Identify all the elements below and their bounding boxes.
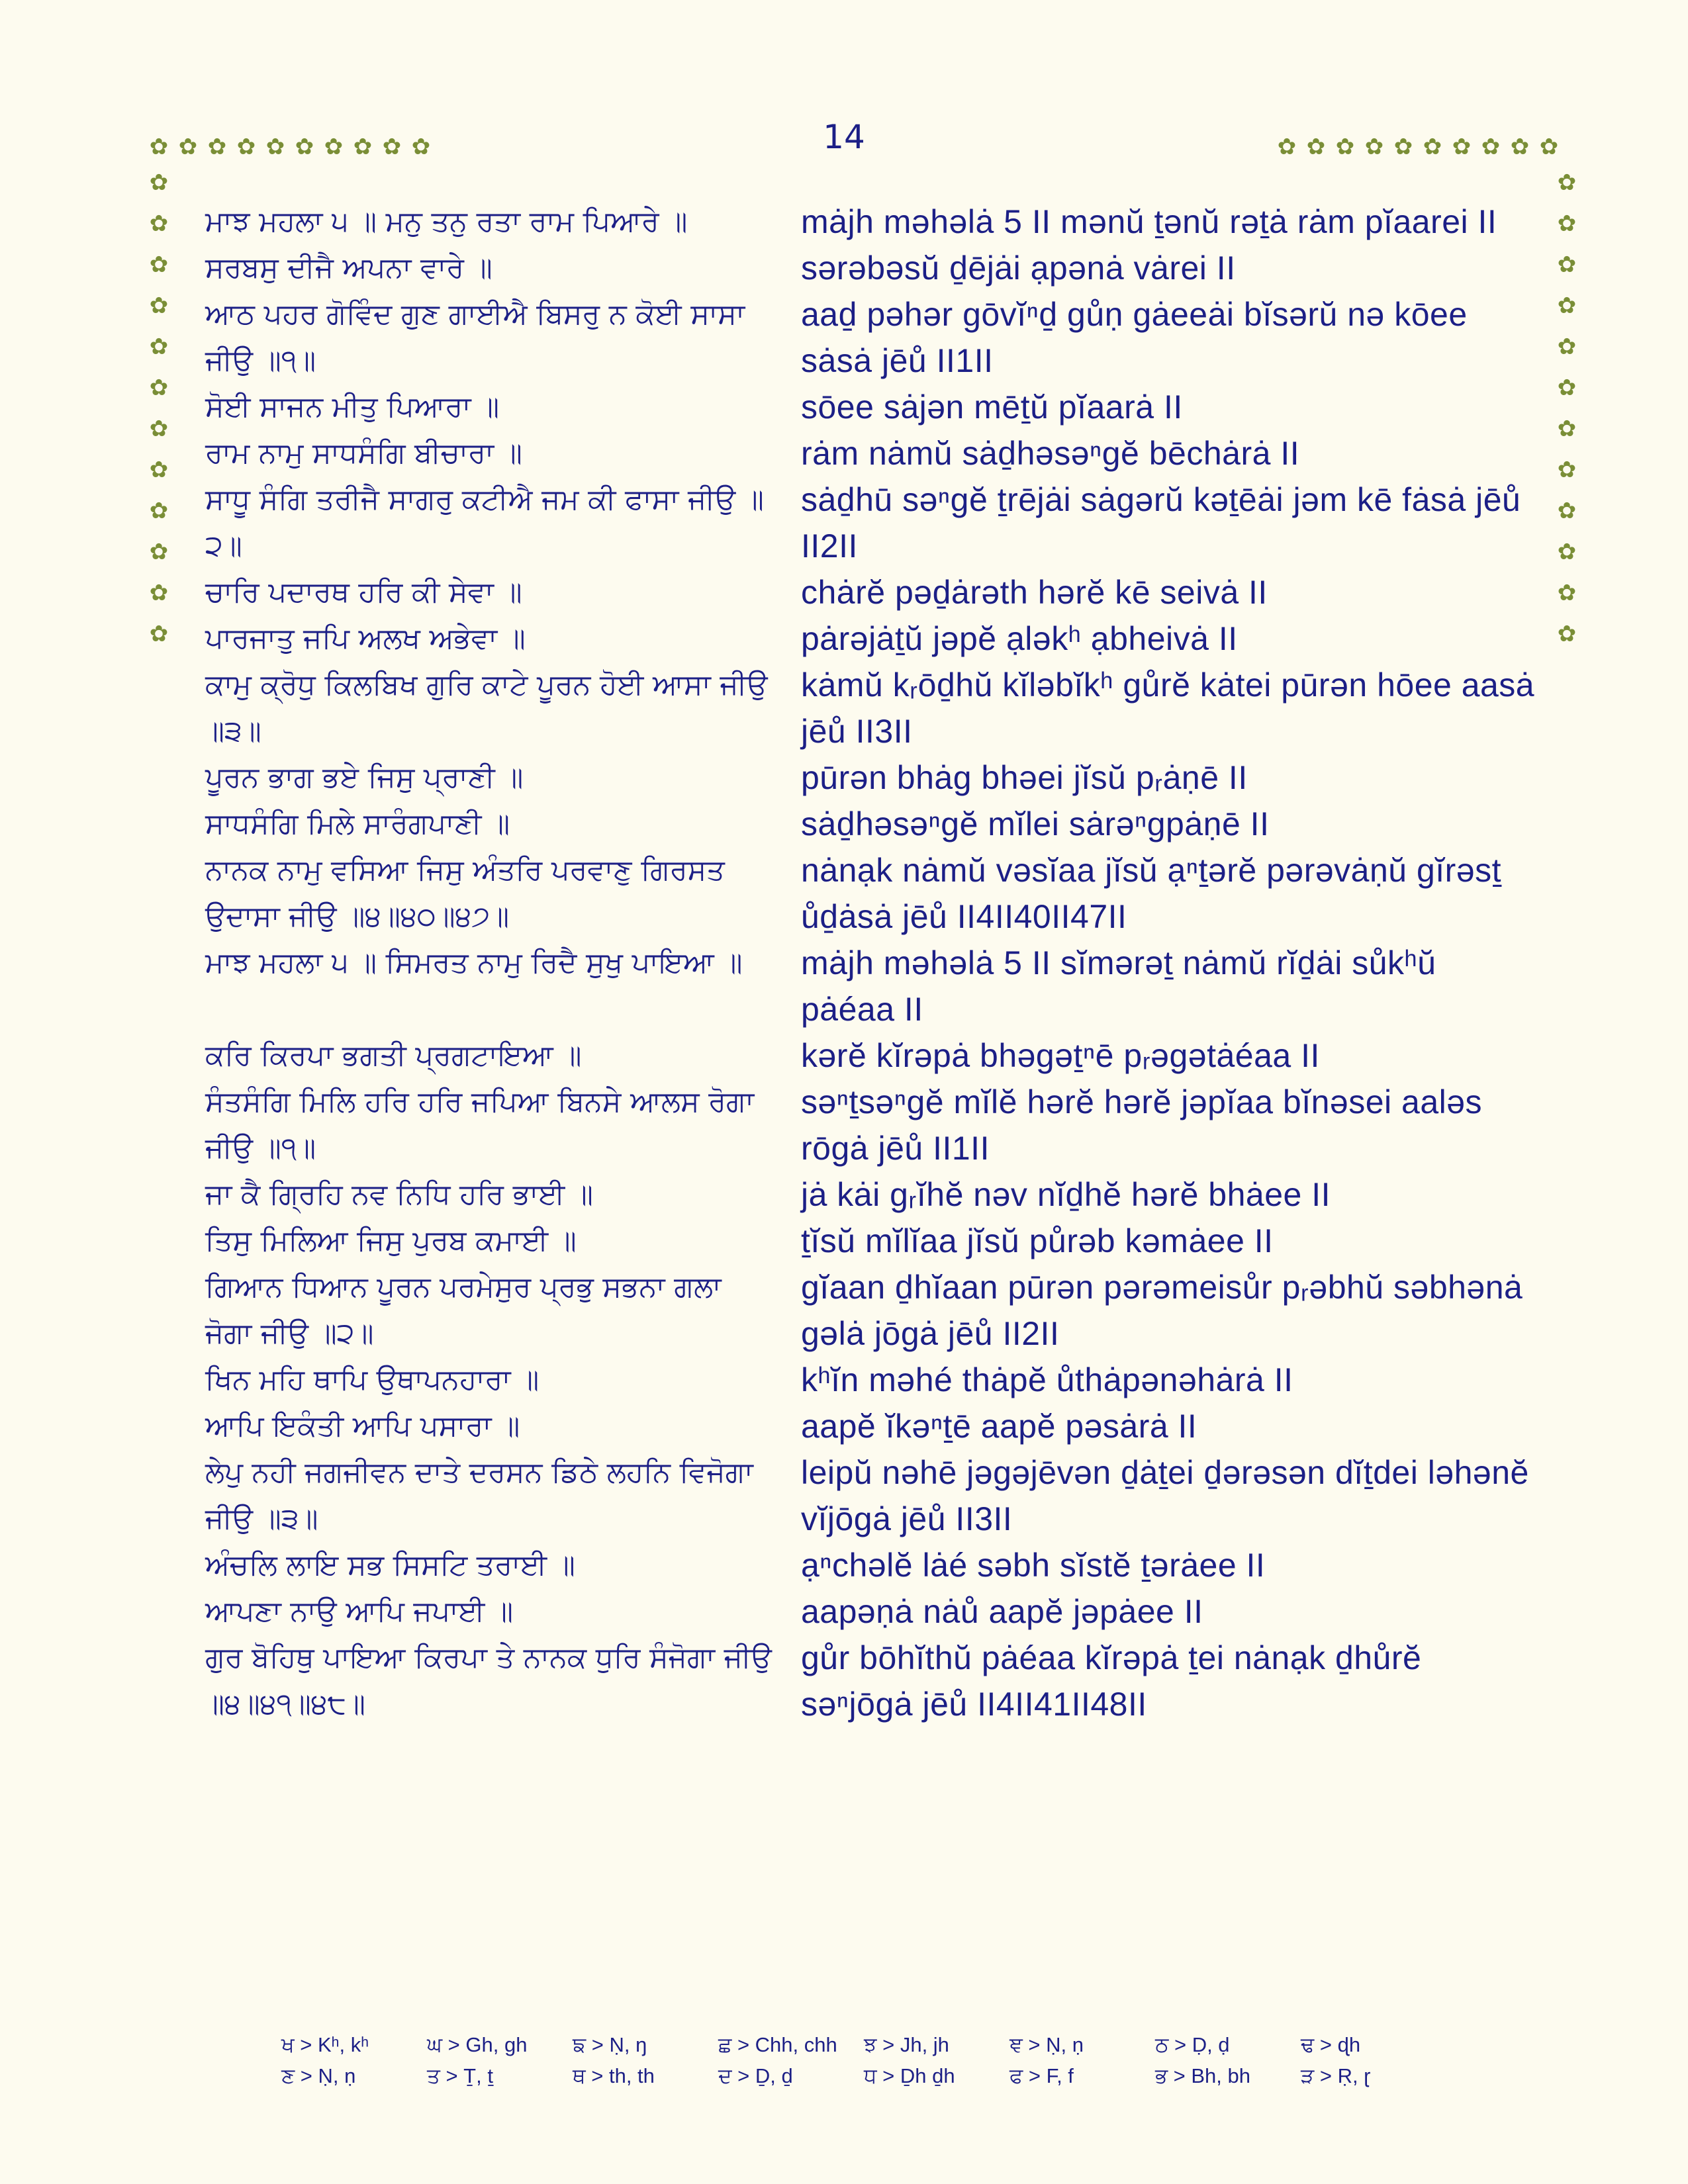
legend-item: ਧ > Ḏh ḏh <box>864 2064 955 2087</box>
transliteration-line: gĭaan ḏhĭaan pūrən pərəmeisůr pᵣəbhŭ səbhənȧ gəlȧ jōgȧ jēů II2II <box>801 1269 1523 1352</box>
transliteration-line: chȧrĕ pəḏȧrəth hərĕ kē seivȧ II <box>801 574 1268 611</box>
flower-ornament-icon: ✿ <box>149 134 169 160</box>
flower-ornament-icon: ✿ <box>1306 134 1326 160</box>
transliteration-line: rȧm nȧmŭ sȧḏhəsəⁿgĕ bēchȧrȧ II <box>801 435 1300 472</box>
top-left-ornament-border <box>144 132 436 161</box>
transliteration-line: mȧjh məhəlȧ 5 II sĭmərəṯ nȧmŭ rĭḏȧi sůkʰŭ pȧéaa II <box>801 944 1436 1028</box>
verse-row <box>205 1403 1536 1449</box>
flower-ornament-icon: ✿ <box>149 293 169 319</box>
flower-ornament-icon: ✿ <box>149 251 169 278</box>
flower-ornament-icon: ✿ <box>1557 375 1577 401</box>
gurmukhi-line: ਪੂਰਨ ਭਾਗ ਭਏ ਜਿਸੁ ਪ੍ਰਾਣੀ ॥ <box>205 761 524 794</box>
flower-ornament-icon: ✿ <box>1557 498 1577 524</box>
gurmukhi-line: ਤਿਸੁ ਮਿਲਿਆ ਜਿਸੁ ਪੁਰਬ ਕਮਾਈ ॥ <box>205 1224 577 1257</box>
gurmukhi-line: ਸਰਬਸੁ ਦੀਜੈ ਅਪਨਾ ਵਾਰੇ ॥ <box>205 251 492 285</box>
transliteration-legend <box>281 2033 1446 2089</box>
gurmukhi-line: ਮਾਝ ਮਹਲਾ ੫ ॥ ਮਨੁ ਤਨੁ ਰਤਾ ਰਾਮ ਪਿਆਰੇ ॥ <box>205 205 688 238</box>
legend-item: ਣ > Ṇ, ṇ <box>281 2064 356 2087</box>
gurmukhi-line: ਖਿਨ ਮਹਿ ਥਾਪਿ ਉਥਾਪਨਹਾਰਾ ॥ <box>205 1363 539 1396</box>
flower-ornament-icon: ✿ <box>149 457 169 483</box>
flower-ornament-icon: ✿ <box>207 134 227 160</box>
verse-row <box>205 1588 1536 1635</box>
legend-item: ਖ > Kʰ, kʰ <box>281 2033 369 2056</box>
transliteration-line: nȧnạk nȧmŭ vəsĭaa jĭsŭ ạⁿṯərĕ pərəvȧṇŭ gĭrəsṯ ůḏȧsȧ jēů II4II40II47II <box>801 852 1502 935</box>
transliteration-line: kərĕ kĭrəpȧ bhəgəṯⁿē pᵣəgətȧéaa II <box>801 1037 1320 1074</box>
flower-ornament-icon: ✿ <box>1277 134 1297 160</box>
legend-item: ਝ > Jh, jh <box>864 2033 949 2056</box>
legend-item: ਭ > Bh, bh <box>1155 2064 1250 2087</box>
legend-item: ਘ > Gh, gh <box>427 2033 528 2056</box>
gurmukhi-line: ਚਾਰਿ ਪਦਾਰਥ ਹਰਿ ਕੀ ਸੇਵਾ ॥ <box>205 576 522 609</box>
verse-row <box>205 940 1536 1032</box>
transliteration-line: pȧrəjȧṯŭ jəpĕ ạləkʰ ạbheivȧ II <box>801 620 1238 657</box>
flower-ornament-icon: ✿ <box>149 334 169 360</box>
legend-item: ਞ > Ṇ, ṇ <box>1009 2033 1084 2056</box>
flower-ornament-icon: ✿ <box>149 210 169 237</box>
transliteration-line: sȧḏhəsəⁿgĕ mĭlei sȧrəⁿgpȧṇē II <box>801 805 1270 842</box>
transliteration-line: leipŭ nəhē jəgəjēvən ḏȧṯei ḏərəsən dĭṯdei ləhənĕ vĭjōgȧ jēů II3II <box>801 1454 1529 1537</box>
flower-ornament-icon: ✿ <box>1557 334 1577 360</box>
legend-item: ਢ > ɖh <box>1301 2033 1361 2056</box>
flower-ornament-icon: ✿ <box>1557 251 1577 278</box>
verse-row <box>205 1449 1536 1542</box>
flower-ornament-icon: ✿ <box>324 134 344 160</box>
legend-item: ਦ > Ḏ, ḏ <box>718 2064 793 2087</box>
gurmukhi-line: ਨਾਨਕ ਨਾਮੁ ਵਸਿਆ ਜਿਸੁ ਅੰਤਰਿ ਪਰਵਾਣੁ ਗਿਰਸਤ ਉਦਾਸਾ ਜੀਉ ॥੪॥੪੦॥੪੭॥ <box>205 854 725 933</box>
verse-row <box>205 1171 1536 1218</box>
verse-row <box>205 430 1536 477</box>
verse-row <box>205 1079 1536 1171</box>
legend-item: ੜ > Ṛ, ɽ <box>1301 2064 1371 2087</box>
transliteration-line: səⁿṯsəⁿgĕ mĭlĕ hərĕ hərĕ jəpĭaa bĭnəsei aaləs rōgȧ jēů II1II <box>801 1083 1483 1167</box>
flower-ornament-icon: ✿ <box>295 134 314 160</box>
legend-item: ਤ > Ṯ, ṯ <box>427 2064 493 2087</box>
gurmukhi-line: ਆਪਿ ਇਕੰਤੀ ਆਪਿ ਪਸਾਰਾ ॥ <box>205 1410 520 1443</box>
transliteration-line: sərəbəsŭ ḏējȧi ạpənȧ vȧrei II <box>801 250 1236 287</box>
page-number: 14 <box>823 118 865 156</box>
gurmukhi-line: ਕਰਿ ਕਿਰਪਾ ਭਗਤੀ ਪ੍ਰਗਟਾਇਆ ॥ <box>205 1039 582 1072</box>
flower-ornament-icon: ✿ <box>149 580 169 606</box>
transliteration-line: kȧmŭ kᵣōḏhŭ kĭləbĭkʰ gůrĕ kȧtei pūrən hōee aasȧ jēů II3II <box>801 666 1535 750</box>
transliteration-line: gůr bōhĭthŭ pȧéaa kĭrəpȧ ṯei nȧnạk ḏhůrĕ səⁿjōgȧ jēů II4II41II48II <box>801 1639 1422 1723</box>
verse-row <box>205 801 1536 847</box>
gurmukhi-line: ਸੰਤਸੰਗਿ ਮਿਲਿ ਹਰਿ ਹਰਿ ਜਪਿਆ ਬਿਨਸੇ ਆਲਸ ਰੋਗਾ ਜੀਉ ॥੧॥ <box>205 1085 755 1165</box>
legend-item: ਛ > Chh, chh <box>718 2033 837 2056</box>
flower-ornament-icon: ✿ <box>1557 539 1577 565</box>
flower-ornament-icon: ✿ <box>1557 580 1577 606</box>
verse-row <box>205 245 1536 291</box>
gurmukhi-line: ਮਾਝ ਮਹਲਾ ੫ ॥ ਸਿਮਰਤ ਨਾਮੁ ਰਿਦੈ ਸੁਖੁ ਪਾਇਆ ॥ <box>205 946 743 979</box>
verse-row <box>205 1264 1536 1357</box>
flower-ornament-icon: ✿ <box>149 498 169 524</box>
flower-ornament-icon: ✿ <box>178 134 198 160</box>
verse-row <box>205 1357 1536 1403</box>
verse-row <box>205 662 1536 754</box>
flower-ornament-icon: ✿ <box>1481 134 1501 160</box>
transliteration-line: aapəṇȧ nȧů aapĕ jəpȧee II <box>801 1593 1203 1630</box>
flower-ornament-icon: ✿ <box>149 539 169 565</box>
legend-item: ਠ > Ḍ, ḍ <box>1155 2033 1230 2056</box>
flower-ornament-icon: ✿ <box>1510 134 1530 160</box>
flower-ornament-icon: ✿ <box>1452 134 1472 160</box>
transliteration-line: aaḏ pəhər gōvĭⁿḏ gůṇ gȧeeȧi bĭsərŭ nə kōee sȧsȧ jēů II1II <box>801 296 1468 379</box>
gurmukhi-line: ਗੁਰ ਬੋਹਿਥੁ ਪਾਇਆ ਕਿਰਪਾ ਤੇ ਨਾਨਕ ਧੁਰਿ ਸੰਜੋਗਾ ਜੀਉ ॥੪॥੪੧॥੪੮॥ <box>205 1641 772 1721</box>
flower-ornament-icon: ✿ <box>149 621 169 647</box>
flower-ornament-icon: ✿ <box>1539 134 1559 160</box>
left-ornament-border <box>144 162 173 655</box>
flower-ornament-icon: ✿ <box>149 416 169 442</box>
flower-ornament-icon: ✿ <box>411 134 431 160</box>
gurmukhi-line: ਆਪਣਾ ਨਾਉ ਆਪਿ ਜਪਾਈ ॥ <box>205 1595 514 1628</box>
flower-ornament-icon: ✿ <box>265 134 285 160</box>
verse-row <box>205 477 1536 569</box>
verse-row <box>205 569 1536 615</box>
flower-ornament-icon: ✿ <box>353 134 373 160</box>
verse-row <box>205 847 1536 940</box>
legend-item: ਫ > F, f <box>1009 2064 1074 2087</box>
flower-ornament-icon: ✿ <box>1557 621 1577 647</box>
flower-ornament-icon: ✿ <box>149 169 169 196</box>
flower-ornament-icon: ✿ <box>1557 169 1577 196</box>
gurmukhi-line: ਲੇਪੁ ਨਹੀ ਜਗਜੀਵਨ ਦਾਤੇ ਦਰਸਨ ਡਿਠੇ ਲਹਨਿ ਵਿਜੋਗਾ ਜੀਉ ॥੩॥ <box>205 1456 753 1535</box>
gurmukhi-line: ਸੋਈ ਸਾਜਨ ਮੀਤੁ ਪਿਆਰਾ ॥ <box>205 390 500 424</box>
flower-ornament-icon: ✿ <box>1557 416 1577 442</box>
gurmukhi-line: ਸਾਧਸੰਗਿ ਮਿਲੇ ਸਾਰੰਗਪਾਣੀ ॥ <box>205 807 510 841</box>
gurmukhi-line: ਰਾਮ ਨਾਮੁ ਸਾਧਸੰਗਿ ਬੀਚਾਰਾ ॥ <box>205 437 522 470</box>
transliteration-line: aapĕ ĭkəⁿṯē aapĕ pəsȧrȧ II <box>801 1408 1197 1445</box>
transliteration-line: kʰĭn məhé thȧpĕ ůthȧpənəhȧrȧ II <box>801 1361 1293 1398</box>
transliteration-line: pūrən bhȧg bhəei jĭsŭ pᵣȧṇē II <box>801 759 1248 796</box>
verse-row <box>205 1032 1536 1079</box>
verse-row <box>205 199 1536 245</box>
transliteration-line: jȧ kȧi gᵣĭhĕ nəv nĭḏhĕ hərĕ bhȧee II <box>801 1176 1331 1213</box>
gurmukhi-line: ਗਿਆਨ ਧਿਆਨ ਪੂਰਨ ਪਰਮੇਸੁਰ ਪ੍ਰਭੁ ਸਭਨਾ ਗਲਾ ਜੋਗਾ ਜੀਉ ॥੨॥ <box>205 1271 722 1350</box>
verse-row <box>205 1542 1536 1588</box>
transliteration-line: ạⁿchəlĕ lȧé səbh sĭstĕ ṯərȧee II <box>801 1547 1266 1584</box>
flower-ornament-icon: ✿ <box>1335 134 1355 160</box>
flower-ornament-icon: ✿ <box>149 375 169 401</box>
flower-ornament-icon: ✿ <box>1393 134 1413 160</box>
transliteration-line: sōee sȧjən mēṯŭ pĭaarȧ II <box>801 388 1183 426</box>
gurmukhi-line: ਸਾਧੂ ਸੰਗਿ ਤਰੀਜੈ ਸਾਗਰੁ ਕਟੀਐ ਜਮ ਕੀ ਫਾਸਾ ਜੀਉ ॥੨॥ <box>205 483 764 563</box>
legend-item: ਥ > th, th <box>573 2064 655 2087</box>
gurmukhi-line: ਕਾਮੁ ਕ੍ਰੋਧੁ ਕਿਲਬਿਖ ਗੁਰਿ ਕਾਟੇ ਪੂਰਨ ਹੋਈ ਆਸਾ ਜੀਉ ॥੩॥ <box>205 668 768 748</box>
verse-row <box>205 1635 1536 1727</box>
transliteration-line: mȧjh məhəlȧ 5 II mənŭ ṯənŭ rəṯȧ rȧm pĭaarei II <box>801 203 1497 240</box>
top-right-ornament-border <box>1272 132 1564 161</box>
transliteration-line: ṯĭsŭ mĭlĭaa jĭsŭ půrəb kəmȧee II <box>801 1222 1274 1259</box>
verse-row <box>205 615 1536 662</box>
transliteration-line: sȧḏhū səⁿgĕ ṯrējȧi sȧgərŭ kəṯēȧi jəm kē fȧsȧ jēů II2II <box>801 481 1521 565</box>
verse-row <box>205 384 1536 430</box>
verse-row <box>205 1218 1536 1264</box>
verse-row <box>205 291 1536 384</box>
gurmukhi-line: ਅੰਚਲਿ ਲਾਇ ਸਭ ਸਿਸਟਿ ਤਰਾਈ ॥ <box>205 1549 575 1582</box>
gurmukhi-line: ਪਾਰਜਾਤੁ ਜਪਿ ਅਲਖ ਅਭੇਵਾ ॥ <box>205 622 526 655</box>
flower-ornament-icon: ✿ <box>1364 134 1384 160</box>
flower-ornament-icon: ✿ <box>236 134 256 160</box>
verse-table <box>205 199 1536 1727</box>
gurmukhi-line: ਜਾ ਕੈ ਗ੍ਰਿਹਿ ਨਵ ਨਿਧਿ ਹਰਿ ਭਾਈ ॥ <box>205 1178 593 1211</box>
flower-ornament-icon: ✿ <box>1557 293 1577 319</box>
flower-ornament-icon: ✿ <box>1423 134 1442 160</box>
verse-row <box>205 754 1536 801</box>
flower-ornament-icon: ✿ <box>1557 457 1577 483</box>
legend-item: ਙ > Ṇ, ŋ <box>573 2033 647 2056</box>
flower-ornament-icon: ✿ <box>382 134 402 160</box>
gurmukhi-line: ਆਠ ਪਹਰ ਗੋਵਿੰਦ ਗੁਣ ਗਾਈਐ ਬਿਸਰੁ ਨ ਕੋਈ ਸਾਸਾ ਜੀਉ ॥੧॥ <box>205 298 745 377</box>
flower-ornament-icon: ✿ <box>1557 210 1577 237</box>
right-ornament-border <box>1552 162 1581 655</box>
